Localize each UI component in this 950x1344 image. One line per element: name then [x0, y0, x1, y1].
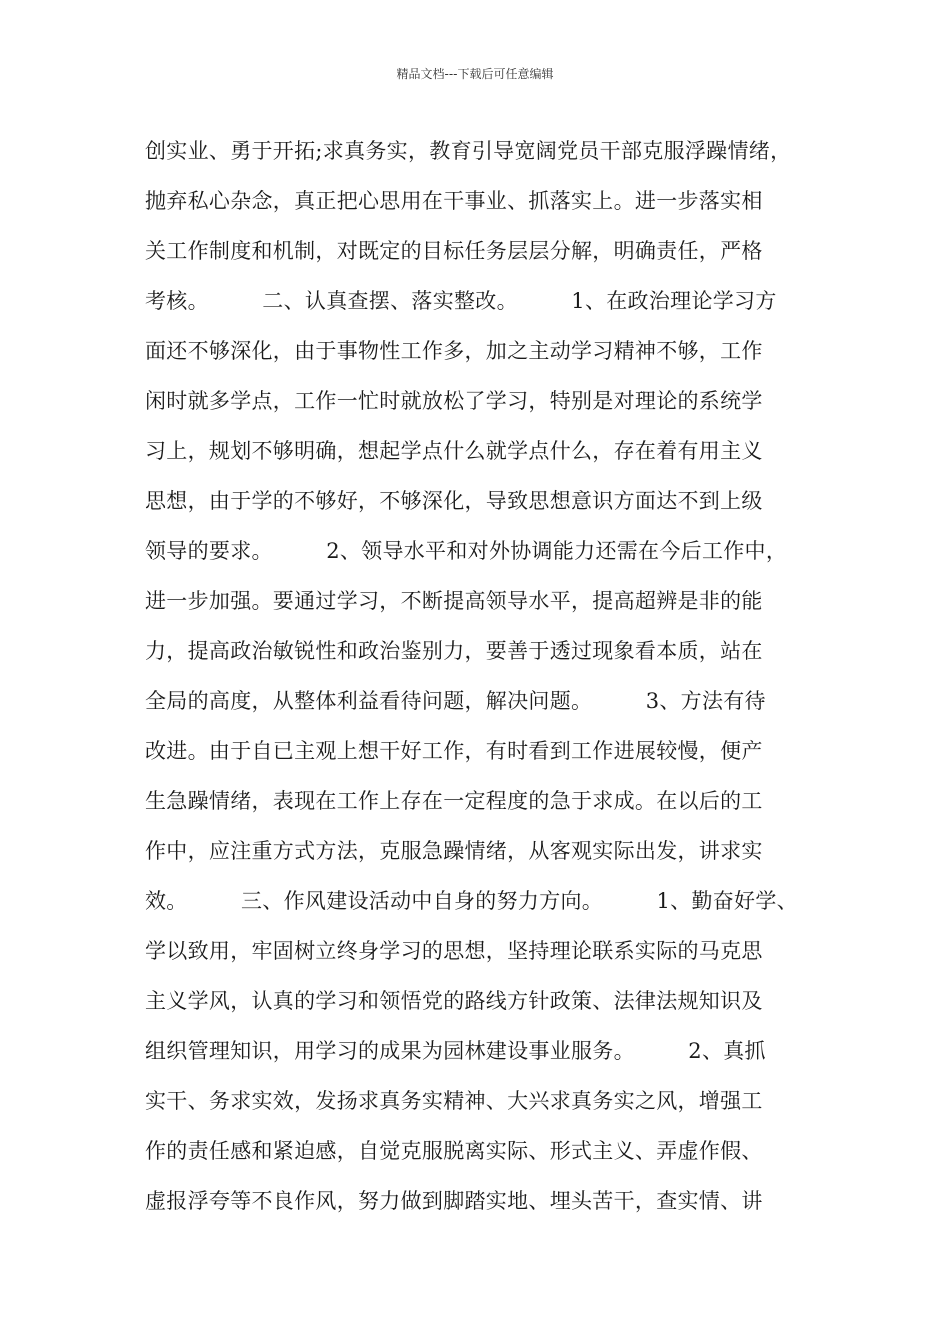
text-line: 进一步加强。要通过学习，不断提高领导水平，提高超辨是非的能 — [145, 589, 763, 613]
text-line: 领导的要求。 2、领导水平和对外协调能力还需在今后工作中， — [145, 539, 788, 563]
text-line: 生急躁情绪，表现在工作上存在一定程度的急于求成。在以后的工 — [145, 789, 763, 813]
text-line: 闲时就多学点，工作一忙时就放松了学习，特别是对理论的系统学 — [145, 389, 763, 413]
text-line: 实干、务求实效，发扬求真务实精神、大兴求真务实之风，增强工 — [145, 1089, 763, 1113]
text-line: 关工作制度和机制，对既定的目标任务层层分解，明确责任，严格 — [145, 239, 763, 263]
text-line: 效。 三、作风建设活动中自身的努力方向。 1、勤奋好学、 — [145, 889, 798, 913]
text-line: 抛弃私心杂念，真正把心思用在干事业、抓落实上。进一步落实相 — [145, 189, 763, 213]
text-line: 习上，规划不够明确，想起学点什么就学点什么，存在着有用主义 — [145, 439, 763, 463]
text-line: 全局的高度，从整体利益看待问题，解决问题。 3、方法有待 — [145, 689, 766, 713]
text-line: 虚报浮夸等不良作风，努力做到脚踏实地、埋头苦干，查实情、讲 — [145, 1189, 763, 1213]
text-line: 组织管理知识，用学习的成果为园林建设事业服务。 2、真抓 — [145, 1039, 766, 1063]
page-header: 精品文档---下载后可任意编辑 — [396, 67, 554, 81]
text-line: 改进。由于自已主观上想干好工作，有时看到工作进展较慢，便产 — [145, 739, 763, 763]
text-line: 作的责任感和紧迫感，自觉克服脱离实际、形式主义、弄虚作假、 — [145, 1139, 763, 1163]
text-line: 考核。 二、认真查摆、落实整改。 1、在政治理论学习方 — [145, 289, 777, 313]
text-line: 作中，应注重方式方法，克服急躁情绪，从客观实际出发，讲求实 — [145, 839, 763, 863]
text-line: 力，提高政治敏锐性和政治鉴别力，要善于透过现象看本质，站在 — [145, 639, 763, 663]
text-line: 学以致用，牢固树立终身学习的思想，坚持理论联系实际的马克思 — [145, 939, 763, 963]
text-line: 面还不够深化，由于事物性工作多，加之主动学习精神不够，工作 — [145, 339, 763, 363]
text-line: 主义学风，认真的学习和领悟党的路线方针政策、法律法规知识及 — [145, 989, 763, 1013]
text-line: 思想，由于学的不够好，不够深化，导致思想意识方面达不到上级 — [145, 489, 763, 513]
text-line: 创实业、勇于开拓;求真务实，教育引导宽阔党员干部克服浮躁情绪， — [145, 139, 792, 163]
